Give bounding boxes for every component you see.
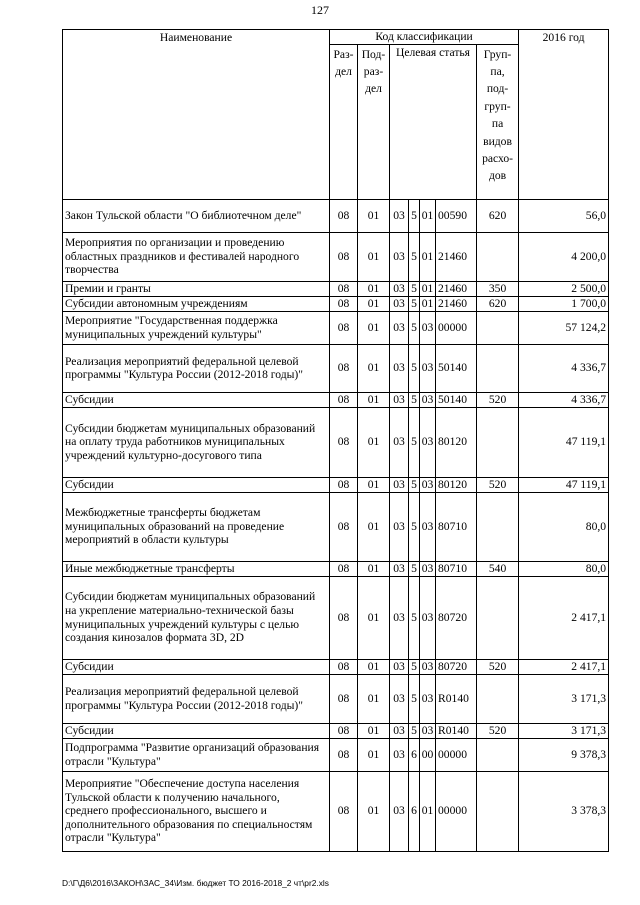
row-amount: 4 336,7: [519, 344, 609, 392]
row-target-subprogram: 5: [409, 576, 420, 659]
table-row: [63, 311, 609, 344]
row-expense-type: [477, 576, 519, 659]
row-razdel: 08: [330, 477, 358, 492]
row-target-program: 03: [390, 199, 409, 232]
row-podrazdel: 01: [358, 492, 390, 561]
row-name: Мероприятие "Обеспечение доступа населения Тульской области к получению начального, среднего профессионального, высшего и дополнительного образования по специальностям отрасли "Культура": [63, 771, 330, 851]
row-target-event: 03: [420, 576, 436, 659]
row-target-event: 01: [420, 199, 436, 232]
row-target-event: 03: [420, 659, 436, 674]
row-razdel: 08: [330, 296, 358, 311]
row-target-event: 03: [420, 477, 436, 492]
table-row: [63, 576, 609, 659]
row-amount: 4 200,0: [519, 232, 609, 281]
row-amount: 1 700,0: [519, 296, 609, 311]
row-target-direction: 21460: [436, 296, 477, 311]
table-row: [63, 296, 609, 311]
row-expense-type: [477, 232, 519, 281]
row-razdel: 08: [330, 723, 358, 738]
row-podrazdel: 01: [358, 392, 390, 407]
budget-table: [62, 29, 609, 852]
row-podrazdel: 01: [358, 199, 390, 232]
row-target-event: 01: [420, 281, 436, 296]
row-name: Субсидии: [63, 477, 330, 492]
row-target-program: 03: [390, 407, 409, 477]
row-target-subprogram: 5: [409, 723, 420, 738]
row-amount: 4 336,7: [519, 392, 609, 407]
row-target-subprogram: 5: [409, 296, 420, 311]
row-target-program: 03: [390, 232, 409, 281]
row-target-subprogram: 5: [409, 477, 420, 492]
row-target-event: 03: [420, 674, 436, 723]
row-target-program: 03: [390, 281, 409, 296]
table-row: [63, 477, 609, 492]
row-amount: 9 378,3: [519, 738, 609, 771]
row-podrazdel: 01: [358, 344, 390, 392]
row-target-subprogram: 5: [409, 281, 420, 296]
row-name: Межбюджетные трансферты бюджетам муниципальных образований на проведение мероприятий в области культуры: [63, 492, 330, 561]
header-target-article: Целевая статья: [390, 44, 477, 199]
row-target-subprogram: 5: [409, 311, 420, 344]
row-target-subprogram: 5: [409, 492, 420, 561]
row-target-direction: 80720: [436, 576, 477, 659]
row-name: Субсидии бюджетам муниципальных образований на укрепление материально-технической базы муниципальных учреждений культуры с целью создания кинозалов формата 3D, 2D: [63, 576, 330, 659]
row-target-direction: 80710: [436, 561, 477, 576]
row-podrazdel: 01: [358, 659, 390, 674]
row-expense-type: [477, 492, 519, 561]
row-amount: 80,0: [519, 561, 609, 576]
row-target-direction: 80720: [436, 659, 477, 674]
row-target-subprogram: 6: [409, 771, 420, 851]
table-row: [63, 492, 609, 561]
row-target-event: 01: [420, 771, 436, 851]
row-target-direction: 00000: [436, 311, 477, 344]
row-target-program: 03: [390, 659, 409, 674]
row-podrazdel: 01: [358, 296, 390, 311]
row-expense-type: [477, 344, 519, 392]
row-razdel: 08: [330, 311, 358, 344]
row-podrazdel: 01: [358, 232, 390, 281]
header-section: Раз- дел: [330, 44, 358, 199]
row-name: Субсидии: [63, 392, 330, 407]
row-target-direction: 00000: [436, 738, 477, 771]
row-podrazdel: 01: [358, 771, 390, 851]
header-name: Наименование: [63, 30, 330, 200]
row-target-event: 03: [420, 407, 436, 477]
row-target-direction: R0140: [436, 674, 477, 723]
row-name: Субсидии бюджетам муниципальных образований на оплату труда работников муниципальных учреждений культурно-досугового типа: [63, 407, 330, 477]
table-row: [63, 561, 609, 576]
table-row: [63, 407, 609, 477]
row-target-direction: 80120: [436, 477, 477, 492]
row-target-event: 01: [420, 296, 436, 311]
row-razdel: 08: [330, 659, 358, 674]
row-podrazdel: 01: [358, 281, 390, 296]
row-podrazdel: 01: [358, 561, 390, 576]
row-expense-type: [477, 771, 519, 851]
row-podrazdel: 01: [358, 674, 390, 723]
row-expense-type: 540: [477, 561, 519, 576]
row-expense-type: 520: [477, 723, 519, 738]
row-razdel: 08: [330, 771, 358, 851]
row-razdel: 08: [330, 344, 358, 392]
row-target-program: 03: [390, 392, 409, 407]
table-row: [63, 771, 609, 851]
row-target-subprogram: 5: [409, 674, 420, 723]
row-target-event: 03: [420, 723, 436, 738]
row-amount: 47 119,1: [519, 407, 609, 477]
header-classification-code: Код классификации: [330, 30, 519, 45]
table-row: [63, 392, 609, 407]
row-target-event: 03: [420, 561, 436, 576]
row-target-direction: 21460: [436, 232, 477, 281]
table-row: [63, 659, 609, 674]
row-name: Премии и гранты: [63, 281, 330, 296]
row-razdel: 08: [330, 738, 358, 771]
row-podrazdel: 01: [358, 407, 390, 477]
row-amount: 3 171,3: [519, 723, 609, 738]
row-target-direction: 21460: [436, 281, 477, 296]
row-name: Закон Тульской области "О библиотечном деле": [63, 199, 330, 232]
row-expense-type: [477, 311, 519, 344]
row-podrazdel: 01: [358, 477, 390, 492]
row-name: Мероприятие "Государственная поддержка муниципальных учреждений культуры": [63, 311, 330, 344]
row-target-subprogram: 5: [409, 392, 420, 407]
row-razdel: 08: [330, 281, 358, 296]
header-expense-group: Груп- па, под- груп- па видов расхо- дов: [477, 44, 519, 199]
row-razdel: 08: [330, 576, 358, 659]
row-expense-type: 620: [477, 199, 519, 232]
row-expense-type: [477, 407, 519, 477]
row-name: Субсидии: [63, 659, 330, 674]
row-razdel: 08: [330, 674, 358, 723]
row-target-subprogram: 5: [409, 232, 420, 281]
row-target-event: 03: [420, 492, 436, 561]
row-target-subprogram: 5: [409, 344, 420, 392]
row-name: Субсидии: [63, 723, 330, 738]
row-target-program: 03: [390, 296, 409, 311]
row-name: Подпрограмма "Развитие организаций образования отрасли "Культура": [63, 738, 330, 771]
row-target-program: 03: [390, 344, 409, 392]
row-razdel: 08: [330, 232, 358, 281]
row-target-program: 03: [390, 723, 409, 738]
table-row: [63, 344, 609, 392]
row-target-program: 03: [390, 771, 409, 851]
row-razdel: 08: [330, 199, 358, 232]
row-target-direction: 80710: [436, 492, 477, 561]
row-podrazdel: 01: [358, 311, 390, 344]
row-amount: 47 119,1: [519, 477, 609, 492]
header-year: 2016 год: [519, 30, 609, 200]
row-amount: 57 124,2: [519, 311, 609, 344]
row-podrazdel: 01: [358, 723, 390, 738]
table-row: [63, 723, 609, 738]
row-target-program: 03: [390, 576, 409, 659]
table-row: [63, 281, 609, 296]
row-target-direction: 50140: [436, 344, 477, 392]
row-razdel: 08: [330, 407, 358, 477]
row-target-subprogram: 6: [409, 738, 420, 771]
page-number: 127: [311, 3, 329, 17]
row-name: Реализация мероприятий федеральной целевой программы "Культура России (2012-2018 годы)": [63, 674, 330, 723]
row-expense-type: [477, 674, 519, 723]
row-target-program: 03: [390, 492, 409, 561]
row-target-event: 03: [420, 392, 436, 407]
table-row: [63, 232, 609, 281]
row-podrazdel: 01: [358, 576, 390, 659]
row-target-program: 03: [390, 561, 409, 576]
row-target-program: 03: [390, 311, 409, 344]
row-target-event: 03: [420, 344, 436, 392]
row-target-direction: 00590: [436, 199, 477, 232]
row-target-subprogram: 5: [409, 407, 420, 477]
row-podrazdel: 01: [358, 738, 390, 771]
table-row: [63, 199, 609, 232]
row-razdel: 08: [330, 561, 358, 576]
row-target-event: 03: [420, 311, 436, 344]
row-expense-type: 520: [477, 392, 519, 407]
row-target-direction: R0140: [436, 723, 477, 738]
row-expense-type: 520: [477, 477, 519, 492]
row-name: Реализация мероприятий федеральной целевой программы "Культура России (2012-2018 годы)": [63, 344, 330, 392]
row-target-subprogram: 5: [409, 561, 420, 576]
row-target-direction: 80120: [436, 407, 477, 477]
row-expense-type: 520: [477, 659, 519, 674]
row-name: Иные межбюджетные трансферты: [63, 561, 330, 576]
row-amount: 3 378,3: [519, 771, 609, 851]
row-amount: 2 417,1: [519, 576, 609, 659]
row-amount: 80,0: [519, 492, 609, 561]
row-amount: 2 417,1: [519, 659, 609, 674]
row-target-subprogram: 5: [409, 199, 420, 232]
row-razdel: 08: [330, 392, 358, 407]
row-name: Субсидии автономным учреждениям: [63, 296, 330, 311]
row-name: Мероприятия по организации и проведению областных праздников и фестивалей народного творчества: [63, 232, 330, 281]
row-target-program: 03: [390, 674, 409, 723]
header-subsection: Под- раз- дел: [358, 44, 390, 199]
row-target-program: 03: [390, 738, 409, 771]
row-amount: 2 500,0: [519, 281, 609, 296]
row-amount: 56,0: [519, 199, 609, 232]
row-target-event: 00: [420, 738, 436, 771]
row-expense-type: [477, 738, 519, 771]
row-target-program: 03: [390, 477, 409, 492]
row-amount: 3 171,3: [519, 674, 609, 723]
table-row: [63, 738, 609, 771]
row-expense-type: 350: [477, 281, 519, 296]
file-path-footer: D:\Г\Д6\2016\ЗАКОН\ЗАС_34\Изм. бюджет ТО 2016-2018_2 чт\pr2.xls: [62, 878, 329, 888]
row-razdel: 08: [330, 492, 358, 561]
row-target-direction: 00000: [436, 771, 477, 851]
row-target-event: 01: [420, 232, 436, 281]
row-expense-type: 620: [477, 296, 519, 311]
row-target-subprogram: 5: [409, 659, 420, 674]
table-row: [63, 674, 609, 723]
row-target-direction: 50140: [436, 392, 477, 407]
